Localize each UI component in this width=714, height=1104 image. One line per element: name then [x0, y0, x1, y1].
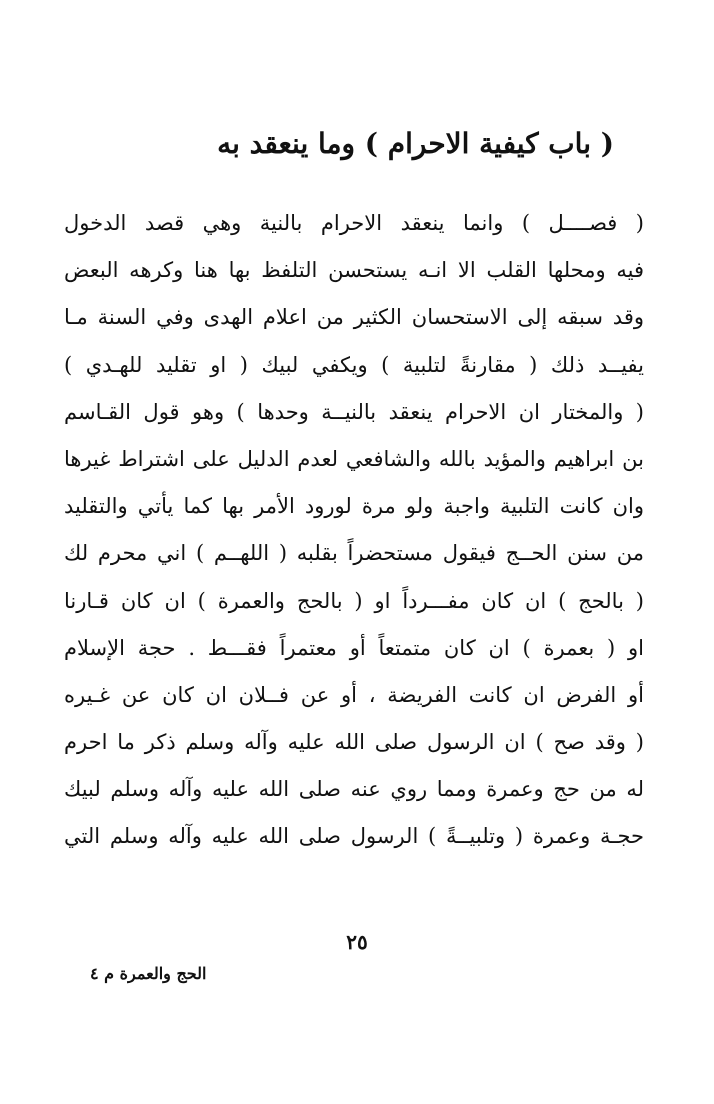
- text-line: او ( بعمرة ) ان كان متمتعاً أو معتمراً فقـــط . حجة الإسلام: [64, 635, 644, 660]
- signature-mark: الحج والعمرة م ٤: [90, 964, 207, 983]
- text-line: وقد سبقه إلى الاستحسان الكثير من اعلام الهدى وفي السنة مـا: [64, 305, 644, 330]
- text-line: ( بالحج ) ان كان مفـــرداً او ( بالحج والعمرة ) ان كان قـارنا: [64, 588, 644, 613]
- page-number: ٢٥: [346, 930, 368, 954]
- text-line: ( والمختار ان الاحرام ينعقد بالنيــة وحدها ) وهو قول القـاسم: [64, 399, 644, 424]
- body-text: [64, 200, 644, 861]
- text-line: ( فصــــل ) وانما ينعقد الاحرام بالنية وهي قصد الدخول: [64, 211, 644, 235]
- text-line: ( وقد صح ) ان الرسول صلى الله عليه وآله وسلم ذكر ما احرم: [64, 730, 644, 755]
- chapter-heading: ( باب كيفية الاحرام ) وما ينعقد به: [217, 127, 614, 160]
- text-line: يفيــد ذلك ( مقارنةً لتلبية ) ويكفي لبيك ( او تقليد للهـدي ): [64, 352, 644, 377]
- text-line: حجـة وعمرة ( وتلبيــةً ) الرسول صلى الله عليه وآله وسلم التي: [64, 824, 644, 849]
- text-line: من سنن الحــج فيقول مستحضراً بقلبه ( اللهــم ) اني محرم لك: [64, 541, 644, 566]
- text-line: بن ابراهيم والمؤيد بالله والشافعي لعدم الدليل على اشتراط غيرها: [64, 446, 644, 471]
- text-line: وان كانت التلبية واجبة ولو مرة لورود الأمر بها كما يأتي والتقليد: [64, 494, 644, 519]
- text-line: له من حج وعمرة ومما روي عنه صلى الله عليه وآله وسلم لبيك: [64, 777, 644, 802]
- text-line: أو الفرض ان كانت الفريضة ، أو عن فــلان ان كان عن غـيره: [64, 682, 644, 707]
- text-line: فيه ومحلها القلب الا انـه يستحسن التلفظ بها هنا وكرهه البعض: [64, 258, 644, 283]
